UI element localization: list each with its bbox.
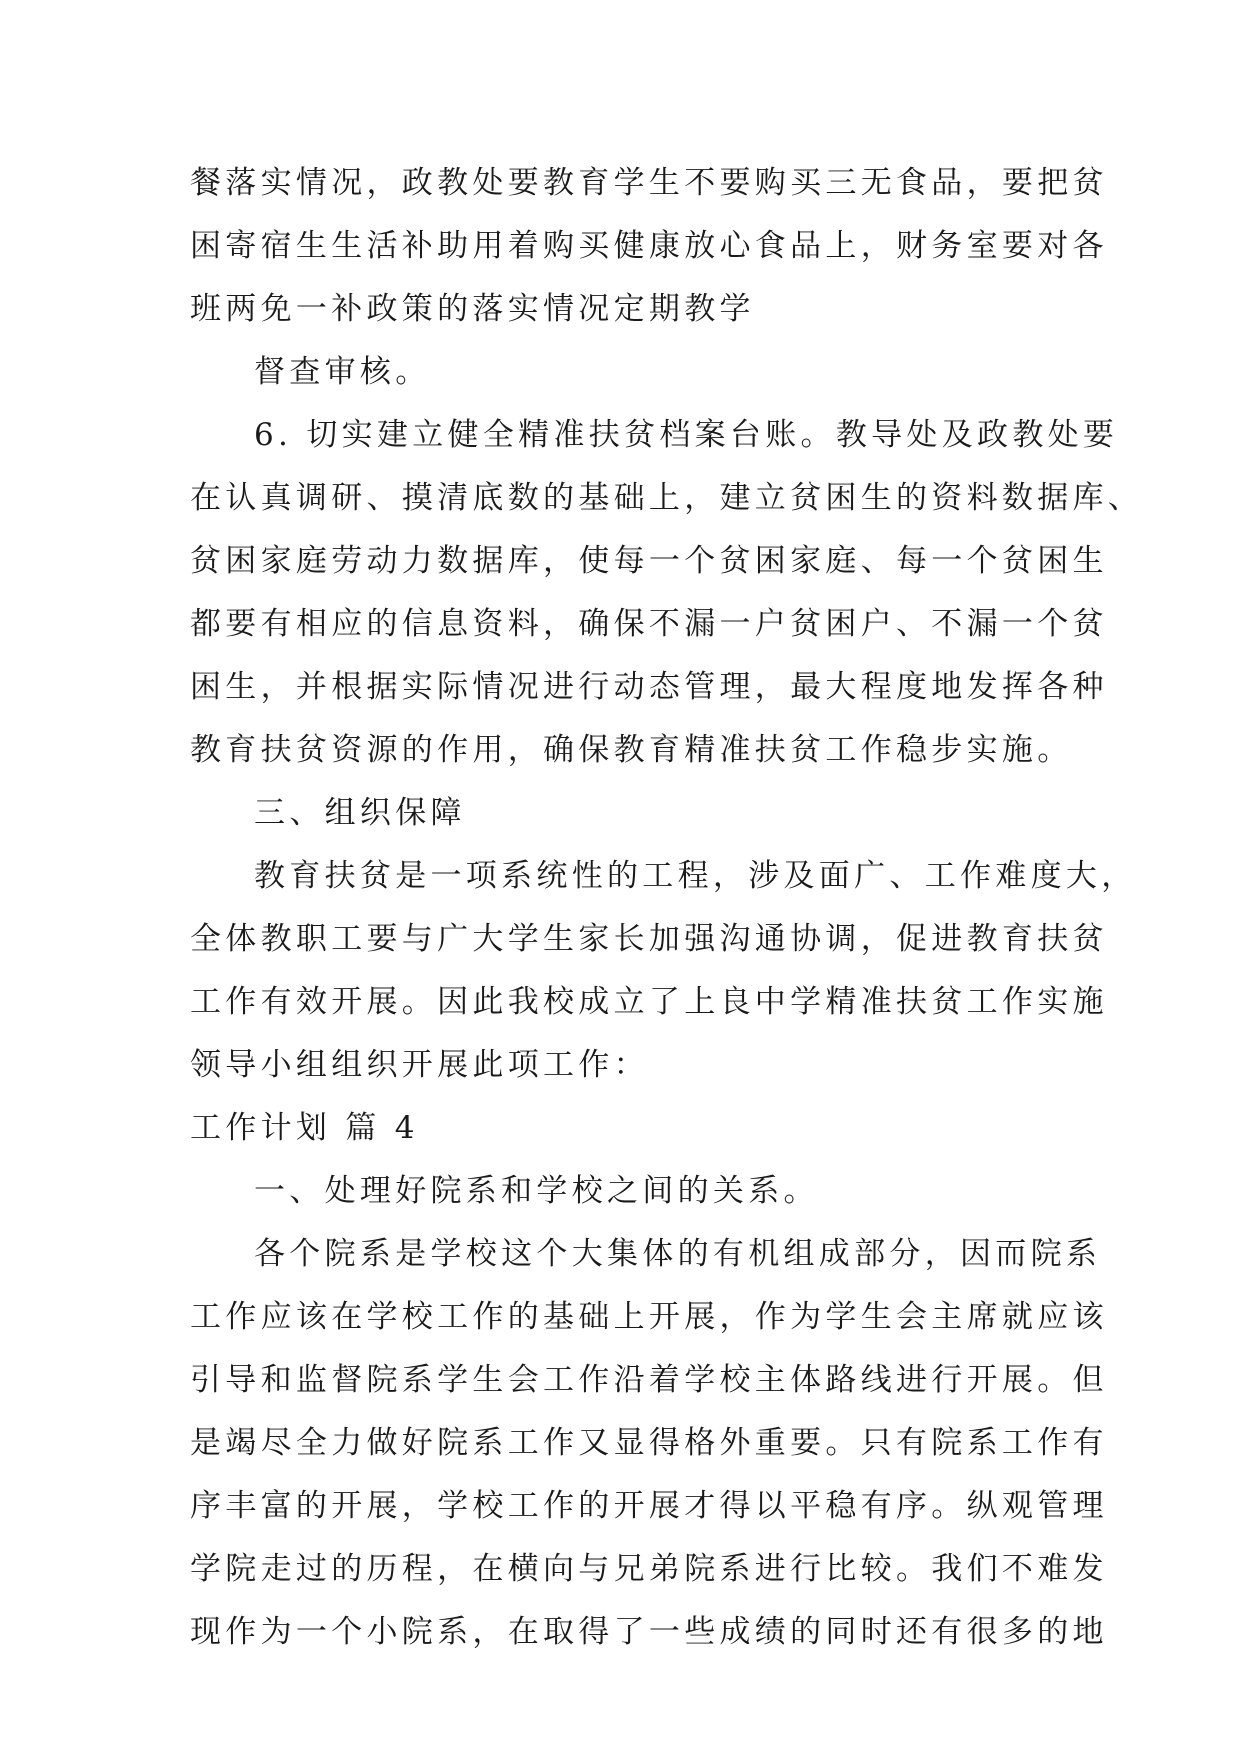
document-body bbox=[190, 152, 1144, 1664]
text-line: 各个院系是学校这个大集体的有机组成部分，因而院系 bbox=[254, 1236, 1102, 1272]
text-line: 班两免一补政策的落实情况定期教学 bbox=[190, 291, 755, 327]
text-line: 在认真调研、摸清底数的基础上，建立贫困生的资料数据库、 bbox=[190, 480, 1144, 516]
text-line: 领导小组组织开展此项工作： bbox=[190, 1047, 649, 1083]
text-line: 困寄宿生生活补助用着购买健康放心食品上，财务室要对各 bbox=[190, 228, 1108, 264]
text-line: 工作应该在学校工作的基础上开展，作为学生会主席就应该 bbox=[190, 1299, 1108, 1335]
text-line: 是竭尽全力做好院系工作又显得格外重要。只有院系工作有 bbox=[190, 1425, 1108, 1461]
text-line: 全体教职工要与广大学生家长加强沟通协调，促进教育扶贫 bbox=[190, 921, 1108, 957]
document-section-title: 工作计划 篇 4 bbox=[190, 1110, 419, 1146]
text-line: 工作有效开展。因此我校成立了上良中学精准扶贫工作实施 bbox=[190, 984, 1108, 1020]
text-line: 督查审核。 bbox=[254, 354, 431, 390]
text-line: 困生，并根据实际情况进行动态管理，最大程度地发挥各种 bbox=[190, 669, 1108, 705]
text-line: 6. 切实建立健全精准扶贫档案台账。教导处及政教处要 bbox=[254, 417, 1119, 453]
text-line: 贫困家庭劳动力数据库，使每一个贫困家庭、每一个贫困生 bbox=[190, 543, 1108, 579]
text-line: 引导和监督院系学生会工作沿着学校主体路线进行开展。但 bbox=[190, 1362, 1108, 1398]
text-line: 都要有相应的信息资料，确保不漏一户贫困户、不漏一个贫 bbox=[190, 606, 1108, 642]
text-line: 教育扶贫资源的作用，确保教育精准扶贫工作稳步实施。 bbox=[190, 732, 1073, 768]
section-heading: 三、组织保障 bbox=[254, 795, 466, 831]
text-line: 现作为一个小院系，在取得了一些成绩的同时还有很多的地 bbox=[190, 1614, 1108, 1650]
section-heading: 一、处理好院系和学校之间的关系。 bbox=[254, 1173, 819, 1209]
text-line: 教育扶贫是一项系统性的工程，涉及面广、工作难度大， bbox=[254, 858, 1137, 894]
text-line: 餐落实情况，政教处要教育学生不要购买三无食品，要把贫 bbox=[190, 165, 1108, 201]
text-line: 序丰富的开展，学校工作的开展才得以平稳有序。纵观管理 bbox=[190, 1488, 1108, 1524]
text-line: 学院走过的历程，在横向与兄弟院系进行比较。我们不难发 bbox=[190, 1551, 1108, 1587]
